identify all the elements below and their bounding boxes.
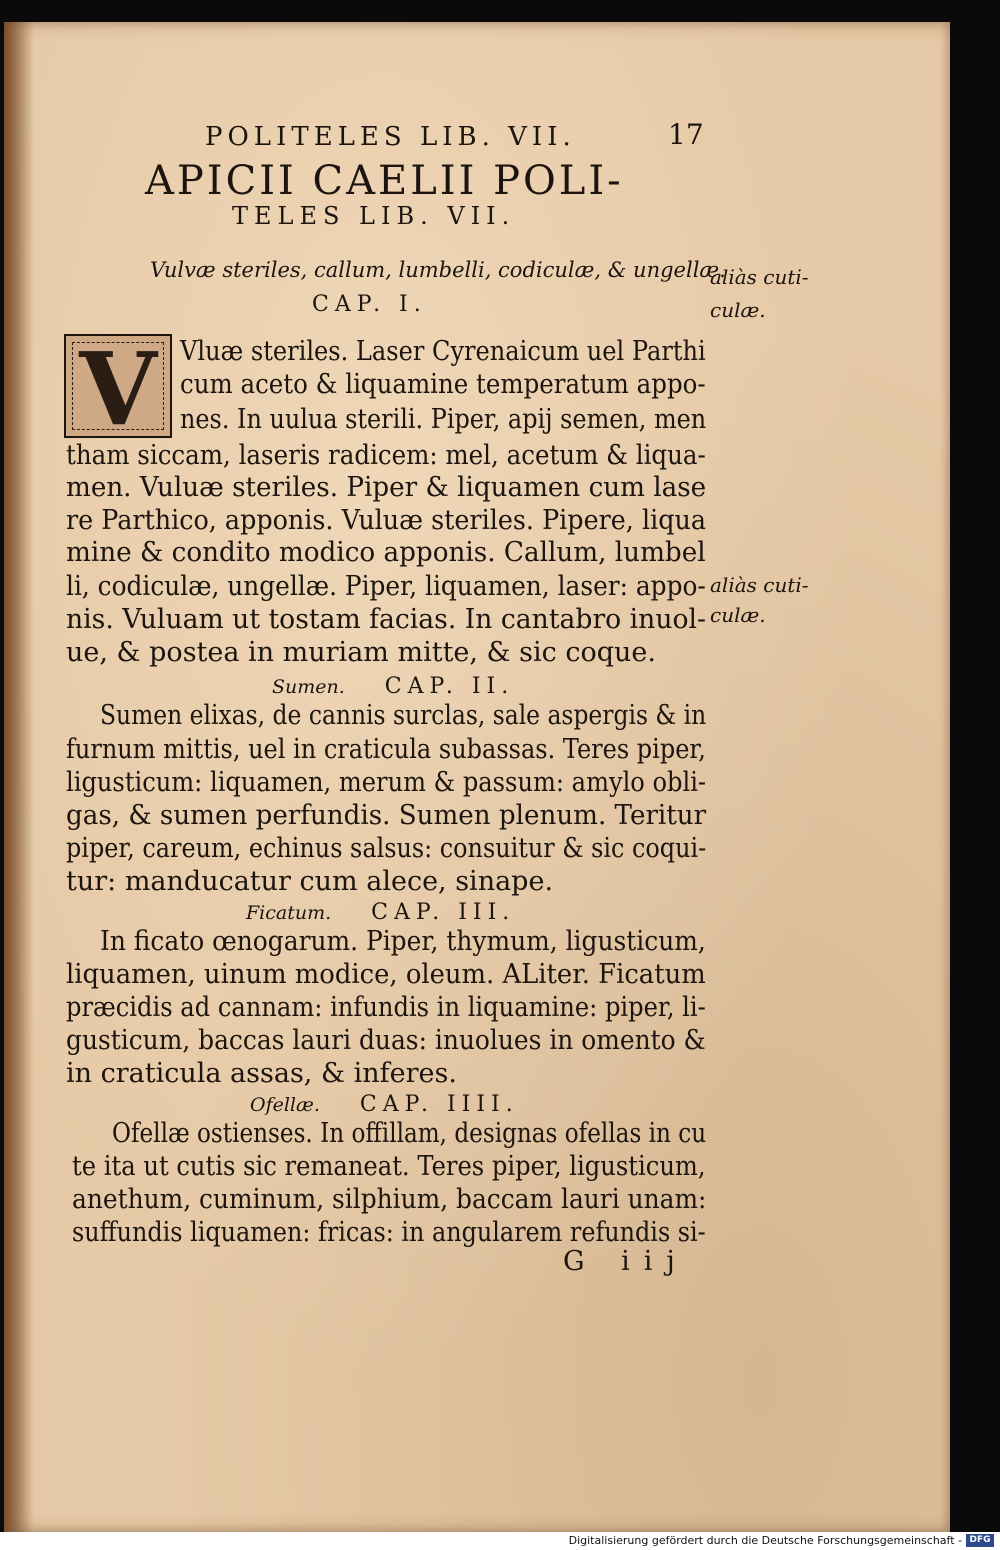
chapter3-heading bbox=[246, 900, 515, 925]
chapter3-cap: CAP. III. bbox=[371, 900, 516, 925]
chapter3-line: præcidis ad cannam: infundis in liquamine: piper, li- bbox=[66, 992, 706, 1023]
initial-letter: V bbox=[79, 330, 157, 448]
dfg-logo-icon: DFG bbox=[966, 1534, 994, 1547]
chapter3-label: Ficatum. bbox=[246, 902, 332, 924]
margin-note-1a: aliàs cuti- bbox=[710, 265, 809, 289]
chapter1-line: cum aceto & liquamine temperatum appo- bbox=[180, 369, 706, 400]
chapter1-line: men. Vuluæ steriles. Piper & liquamen cum lase bbox=[66, 472, 707, 503]
running-head: POLITELES LIB. VII. bbox=[205, 122, 576, 152]
chapter4-line: suffundis liquamen: fricas: in angularem refundis si- bbox=[72, 1217, 706, 1248]
chapter2-line: ligusticum: liquamen, merum & passum: amylo obli- bbox=[66, 767, 707, 798]
chapter1-line: tham siccam, laseris radicem: mel, acetum & liqua- bbox=[66, 440, 706, 471]
chapter4-label: Ofellæ. bbox=[250, 1094, 320, 1116]
chapter2-line: piper, careum, echinus salsus: consuitur & sic coqui- bbox=[66, 833, 707, 864]
book-title-line2: TELES LIB. VII. bbox=[232, 202, 516, 230]
margin-note-1b: culæ. bbox=[710, 298, 766, 322]
decorated-initial bbox=[64, 330, 172, 448]
chapter3-line: liquamen, uinum modice, oleum. ALiter. Ficatum bbox=[66, 959, 706, 990]
chapter3-line: In ficato œnogarum. Piper, thymum, ligusticum, bbox=[100, 926, 706, 957]
chapter1-line: ue, & postea in muriam mitte, & sic coque. bbox=[66, 637, 656, 668]
folio-number: 17 bbox=[668, 118, 704, 151]
chapter1-line: mine & condito modico apponis. Callum, lumbel bbox=[66, 537, 706, 568]
margin-note-2b: culæ. bbox=[710, 603, 766, 627]
chapter2-line: tur: manducatur cum alece, sinape. bbox=[66, 866, 554, 897]
chapter4-line: anethum, cuminum, silphium, baccam lauri unam: bbox=[72, 1184, 707, 1215]
chapter4-heading bbox=[250, 1092, 519, 1117]
chapter3-line: gusticum, baccas lauri duas: inuolues in omento & bbox=[66, 1025, 706, 1056]
chapter2-line: Sumen elixas, de cannis surclas, sale aspergis & in bbox=[100, 700, 707, 731]
chapter2-label: Sumen. bbox=[272, 676, 345, 698]
chapter1-cap: CAP. I. bbox=[312, 292, 427, 317]
chapter2-line: gas, & sumen perfundis. Sumen plenum. Teritur bbox=[66, 800, 707, 831]
book-title-line1: APICII CAELII POLI- bbox=[145, 158, 624, 204]
chapter1-line: li, codiculæ, ungellæ. Piper, liquamen, laser: appo- bbox=[66, 571, 706, 602]
chapter1-subtitle: Vulvæ steriles, callum, lumbelli, codiculæ, & ungellæ. bbox=[150, 258, 726, 282]
page-gutter bbox=[4, 22, 34, 1532]
signature-mark: G iij bbox=[563, 1246, 689, 1277]
chapter2-heading bbox=[272, 674, 514, 699]
chapter4-line: Ofellæ ostienses. In offillam, designas ofellas in cu bbox=[112, 1118, 707, 1149]
chapter1-line: Vluæ steriles. Laser Cyrenaicum uel Parthi bbox=[180, 336, 706, 367]
chapter1-line: nes. In uulua sterili. Piper, apij semen, men bbox=[180, 404, 707, 435]
chapter4-line: te ita ut cutis sic remaneat. Teres piper, ligusticum, bbox=[72, 1151, 706, 1182]
chapter1-line: re Parthico, apponis. Vuluæ steriles. Pipere, liqua bbox=[66, 505, 707, 536]
chapter3-line: in craticula assas, & inferes. bbox=[66, 1058, 457, 1089]
chapter1-line: nis. Vuluam ut tostam facias. In cantabro inuol- bbox=[66, 604, 707, 635]
chapter4-cap: CAP. IIII. bbox=[359, 1092, 519, 1117]
chapter2-cap: CAP. II. bbox=[384, 674, 515, 699]
margin-note-2a: aliàs cuti- bbox=[710, 573, 809, 597]
footer-credit: Digitalisierung gefördert durch die Deutsche Forschungsgemeinschaft - bbox=[568, 1534, 962, 1547]
chapter2-line: furnum mittis, uel in craticula subassas. Teres piper, bbox=[66, 734, 706, 765]
